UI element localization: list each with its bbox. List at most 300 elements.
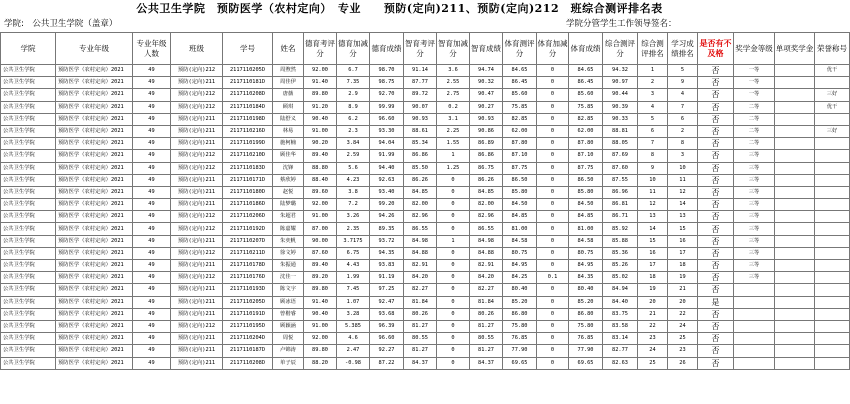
table-cell: 49	[133, 150, 171, 162]
table-cell: 89.40	[304, 150, 337, 162]
table-cell	[775, 101, 815, 113]
table-cell: 0	[437, 223, 470, 235]
table-cell: 一等	[734, 89, 775, 101]
table-cell: 公共卫生学院	[1, 199, 56, 211]
table-cell: 87.80	[569, 138, 603, 150]
table-cell: 2.35	[337, 223, 370, 235]
table-cell: 80.55	[470, 333, 503, 345]
table-cell: 17	[638, 260, 668, 272]
table-cell	[815, 223, 850, 235]
table-cell: 否	[698, 345, 734, 357]
column-header: 体育成绩	[569, 33, 603, 65]
table-cell: 21	[668, 284, 698, 296]
table-cell: 预防医学（农村定向）2021	[56, 138, 133, 150]
table-cell: 0	[537, 199, 569, 211]
table-cell: 蔡欣婷	[273, 174, 304, 186]
table-cell: 0	[537, 320, 569, 332]
table-cell: 3.7175	[337, 235, 370, 247]
table-cell: 90.27	[470, 101, 503, 113]
table-cell: 二等	[734, 125, 775, 137]
table-cell: 49	[133, 320, 171, 332]
table-cell: 19	[638, 284, 668, 296]
table-cell: 91.14	[404, 65, 437, 77]
table-cell: 顾颖涵	[273, 320, 304, 332]
table-cell: 76.85	[569, 333, 603, 345]
table-cell	[775, 308, 815, 320]
table-cell: 88.80	[304, 162, 337, 174]
table-cell: 0	[537, 125, 569, 137]
table-cell: 朱振通	[273, 260, 304, 272]
table-cell: 83.58	[603, 320, 638, 332]
table-cell: 90.44	[603, 89, 638, 101]
table-cell: 否	[698, 186, 734, 198]
table-cell: 6.75	[337, 247, 370, 259]
table-cell: 87.69	[603, 150, 638, 162]
table-row	[1, 272, 850, 284]
column-header: 智育考评分	[404, 33, 437, 65]
table-cell: 82.63	[603, 357, 638, 369]
table-cell: 90.97	[603, 77, 638, 89]
table-cell: 预防医学（农村定向）2021	[56, 235, 133, 247]
table-cell: 82.85	[569, 113, 603, 125]
table-cell: 49	[133, 101, 171, 113]
table-cell: 公共卫生学院	[1, 284, 56, 296]
table-cell: 预防医学（农村定向）2021	[56, 125, 133, 137]
table-cell: 85.60	[569, 89, 603, 101]
table-cell: 49	[133, 333, 171, 345]
table-cell: 85.80	[569, 186, 603, 198]
table-row	[1, 138, 850, 150]
table-cell: 预防医学（农村定向）2021	[56, 65, 133, 77]
table-cell: 预防医学（农村定向）2021	[56, 284, 133, 296]
column-header: 班级	[171, 33, 223, 65]
table-cell: 94.04	[370, 138, 404, 150]
table-cell: 公共卫生学院	[1, 260, 56, 272]
table-cell: 预防医学（农村定向）2021	[56, 345, 133, 357]
table-cell: 90.47	[470, 89, 503, 101]
table-cell: 4.43	[337, 260, 370, 272]
table-cell: 49	[133, 138, 171, 150]
column-header: 体育加减分	[537, 33, 569, 65]
table-cell: 顾琪	[273, 101, 304, 113]
table-cell	[734, 333, 775, 345]
table-cell: 公共卫生学院	[1, 101, 56, 113]
table-cell: 84.95	[569, 260, 603, 272]
table-cell: 否	[698, 320, 734, 332]
table-cell: 6	[668, 113, 698, 125]
table-cell: 顾佳华	[273, 150, 304, 162]
table-cell: 84.50	[569, 199, 603, 211]
table-cell: 0	[437, 333, 470, 345]
table-cell: 2117110171D	[223, 174, 273, 186]
table-cell: 81.84	[470, 296, 503, 308]
table-cell: 81.27	[470, 345, 503, 357]
column-header: 综合测评排名	[638, 33, 668, 65]
table-cell: 93.30	[370, 125, 404, 137]
table-cell: 7	[668, 101, 698, 113]
table-cell: 0	[437, 272, 470, 284]
table-cell: 87.00	[304, 223, 337, 235]
table-cell: 90.40	[304, 113, 337, 125]
table-cell: 49	[133, 113, 171, 125]
table-cell: 89.72	[404, 89, 437, 101]
college-label: 学院: 公共卫生学院（盖章）	[4, 19, 118, 29]
table-cell: 85.80	[503, 186, 537, 198]
table-cell: 3.28	[337, 308, 370, 320]
table-cell: 三等	[734, 199, 775, 211]
table-cell: 18	[638, 272, 668, 284]
table-cell: 公共卫生学院	[1, 138, 56, 150]
table-cell: 85.92	[603, 223, 638, 235]
table-cell: 周煦然	[273, 65, 304, 77]
table-cell: 0	[437, 260, 470, 272]
table-cell: 二等	[734, 113, 775, 125]
report-title: 公共卫生学院 预防医学（农村定向） 专业 预防(定向)211、预防(定向)212 班综合测评排名表	[136, 2, 663, 15]
table-cell: 6.2	[337, 113, 370, 125]
table-cell: 86.86	[404, 150, 437, 162]
table-cell: 预防(定向)211	[171, 235, 223, 247]
table-row	[1, 284, 850, 296]
table-cell: 3	[638, 89, 668, 101]
table-cell: 84.58	[569, 235, 603, 247]
table-cell: 预防医学（农村定向）2021	[56, 357, 133, 369]
table-cell: 69.65	[569, 357, 603, 369]
table-cell: 3.8	[337, 186, 370, 198]
table-cell	[815, 162, 850, 174]
table-cell: 85.50	[404, 162, 437, 174]
table-cell: 7.35	[337, 77, 370, 89]
table-cell: 0	[437, 247, 470, 259]
table-cell: 86.75	[470, 162, 503, 174]
table-cell: 91.19	[370, 272, 404, 284]
table-cell: 13	[638, 211, 668, 223]
table-cell: 2117110180D	[223, 186, 273, 198]
table-cell: 75.80	[569, 320, 603, 332]
table-cell: 13	[668, 211, 698, 223]
table-cell	[775, 77, 815, 89]
table-cell: 92.00	[304, 199, 337, 211]
table-cell: 94.40	[370, 162, 404, 174]
table-cell: 86.45	[569, 77, 603, 89]
table-cell: 预防(定向)211	[171, 296, 223, 308]
table-cell	[775, 284, 815, 296]
signature-label: 学院分管学生工作领导签名：	[566, 19, 677, 29]
table-row	[1, 223, 850, 235]
column-header: 学院	[1, 33, 56, 65]
table-cell: 否	[698, 211, 734, 223]
table-cell: 93.72	[370, 235, 404, 247]
table-cell: 否	[698, 357, 734, 369]
table-cell: 预防(定向)211	[171, 333, 223, 345]
column-header: 综合测评分	[603, 33, 638, 65]
table-cell: 0	[537, 65, 569, 77]
table-cell: 2117110208D	[223, 357, 273, 369]
table-cell: 0	[537, 333, 569, 345]
table-cell: 周悦	[273, 333, 304, 345]
table-cell: 否	[698, 284, 734, 296]
table-cell	[734, 320, 775, 332]
table-cell: 14	[638, 223, 668, 235]
table-cell: 86.81	[603, 199, 638, 211]
table-cell: 否	[698, 308, 734, 320]
table-cell: 86.45	[503, 77, 537, 89]
table-cell: 90.20	[304, 138, 337, 150]
table-cell: 3.6	[437, 65, 470, 77]
table-cell: 84.98	[404, 235, 437, 247]
table-cell: 2117110181D	[223, 77, 273, 89]
ranking-table	[0, 32, 850, 370]
table-cell: 公共卫生学院	[1, 162, 56, 174]
table-cell: 92.00	[304, 65, 337, 77]
table-cell: 预防医学（农村定向）2021	[56, 296, 133, 308]
table-row	[1, 77, 850, 89]
table-cell: 三等	[734, 150, 775, 162]
table-cell: 公共卫生学院	[1, 308, 56, 320]
table-cell: 12	[668, 186, 698, 198]
table-row	[1, 174, 850, 186]
table-cell: 85.20	[569, 296, 603, 308]
table-cell: 预防(定向)211	[171, 260, 223, 272]
table-cell	[775, 186, 815, 198]
table-cell: 三等	[734, 186, 775, 198]
table-cell: 预防(定向)211	[171, 199, 223, 211]
table-cell: 84.58	[503, 235, 537, 247]
table-row	[1, 150, 850, 162]
table-cell: 85.36	[603, 247, 638, 259]
table-cell: 三等	[734, 223, 775, 235]
table-cell: 12	[638, 199, 668, 211]
table-cell	[815, 320, 850, 332]
table-cell: 15	[668, 223, 698, 235]
table-cell: 0.2	[437, 101, 470, 113]
column-header: 学习成绩排名	[668, 33, 698, 65]
table-cell: 公共卫生学院	[1, 333, 56, 345]
table-cell: 2117110205D	[223, 296, 273, 308]
table-cell: 20	[638, 296, 668, 308]
table-cell: 5	[668, 65, 698, 77]
table-cell: 86.80	[503, 308, 537, 320]
table-cell: 2117110176D	[223, 272, 273, 284]
table-cell: 90.07	[404, 101, 437, 113]
table-cell: 公共卫生学院	[1, 357, 56, 369]
table-cell: 7.2	[337, 199, 370, 211]
table-cell: 82.77	[603, 345, 638, 357]
table-cell: 86.55	[470, 223, 503, 235]
table-cell: 90.40	[304, 308, 337, 320]
table-cell: 85.34	[404, 138, 437, 150]
table-cell: 24	[638, 345, 668, 357]
table-cell: 6.7	[337, 65, 370, 77]
table-cell: 1.25	[437, 162, 470, 174]
table-cell: 86.26	[470, 174, 503, 186]
table-cell	[775, 89, 815, 101]
table-cell: 卢锦涛	[273, 345, 304, 357]
table-cell: 85.60	[503, 89, 537, 101]
table-cell: 81.27	[404, 345, 437, 357]
table-cell: 49	[133, 199, 171, 211]
table-cell: 0	[437, 211, 470, 223]
table-cell: 0	[537, 113, 569, 125]
table-cell: 公共卫生学院	[1, 174, 56, 186]
table-cell: 3.84	[337, 138, 370, 150]
table-cell	[734, 357, 775, 369]
table-cell	[734, 284, 775, 296]
table-cell: 否	[698, 223, 734, 235]
table-cell: 5	[638, 113, 668, 125]
table-cell: 三等	[734, 247, 775, 259]
table-cell: 5.6	[337, 162, 370, 174]
table-cell: 公共卫生学院	[1, 65, 56, 77]
table-cell: 预防(定向)211	[171, 345, 223, 357]
table-row	[1, 113, 850, 125]
table-cell: 施柯楠	[273, 138, 304, 150]
table-cell: 预防(定向)211	[171, 357, 223, 369]
table-cell: 曾楷睿	[273, 308, 304, 320]
table-cell: 11	[668, 174, 698, 186]
table-cell: 0	[437, 296, 470, 308]
table-cell	[734, 296, 775, 308]
table-cell: 公共卫生学院	[1, 186, 56, 198]
table-cell	[775, 320, 815, 332]
table-cell: 2117110211D	[223, 247, 273, 259]
table-cell: 82.00	[470, 199, 503, 211]
table-cell: 87.10	[503, 150, 537, 162]
table-cell: 84.20	[404, 272, 437, 284]
table-cell	[775, 138, 815, 150]
table-cell: 87.75	[569, 162, 603, 174]
table-cell: 2117110193D	[223, 284, 273, 296]
table-cell	[775, 223, 815, 235]
table-cell: 90.32	[470, 77, 503, 89]
table-cell: 9	[638, 162, 668, 174]
table-cell: 0.1	[537, 272, 569, 284]
table-cell: 99.99	[370, 101, 404, 113]
table-row	[1, 333, 850, 345]
table-cell: 0	[437, 186, 470, 198]
table-cell: 预防(定向)211	[171, 308, 223, 320]
table-cell: 赵悦	[273, 186, 304, 198]
table-cell: 49	[133, 247, 171, 259]
table-cell: 优干	[815, 65, 850, 77]
table-cell: 84.37	[404, 357, 437, 369]
table-cell: 80.40	[569, 284, 603, 296]
table-cell: 81.27	[470, 320, 503, 332]
table-cell: 62.00	[503, 125, 537, 137]
table-cell: 0	[437, 345, 470, 357]
table-cell: 90.86	[470, 125, 503, 137]
table-cell: 10	[668, 162, 698, 174]
table-cell: 91.00	[304, 125, 337, 137]
table-cell: 公共卫生学院	[1, 211, 56, 223]
table-cell: 84.98	[470, 235, 503, 247]
table-cell: 49	[133, 223, 171, 235]
table-cell: 92.00	[304, 333, 337, 345]
table-cell: 49	[133, 284, 171, 296]
table-row	[1, 125, 850, 137]
table-cell: 0	[537, 174, 569, 186]
column-header: 是否有不及格	[698, 33, 734, 65]
table-cell: 86.26	[404, 174, 437, 186]
table-cell: 49	[133, 125, 171, 137]
table-cell: 82.91	[470, 260, 503, 272]
table-cell: 2.75	[437, 89, 470, 101]
table-cell: 86.89	[470, 138, 503, 150]
table-cell: 0	[437, 308, 470, 320]
table-cell	[815, 77, 850, 89]
table-cell: 86.50	[503, 174, 537, 186]
table-cell: 49	[133, 357, 171, 369]
table-cell: 2117110192D	[223, 223, 273, 235]
table-cell: 85.20	[503, 296, 537, 308]
table-cell: 82.91	[404, 260, 437, 272]
table-cell: 20	[668, 296, 698, 308]
table-cell: 公共卫生学院	[1, 320, 56, 332]
table-cell: 15	[638, 235, 668, 247]
table-cell: 10	[638, 174, 668, 186]
column-header: 姓名	[273, 33, 304, 65]
table-cell: 80.55	[404, 333, 437, 345]
table-cell	[775, 199, 815, 211]
table-cell: 2.25	[437, 125, 470, 137]
table-cell: 公共卫生学院	[1, 296, 56, 308]
table-cell: 预防(定向)212	[171, 272, 223, 284]
table-row	[1, 162, 850, 174]
table-cell: 三好	[815, 125, 850, 137]
table-cell: 84.85	[569, 211, 603, 223]
table-cell: 99.20	[370, 199, 404, 211]
column-header: 荣誉称号	[815, 33, 850, 65]
table-cell: 2117110199D	[223, 138, 273, 150]
table-cell: 89.80	[304, 284, 337, 296]
table-cell: 8.9	[337, 101, 370, 113]
table-cell: 93.83	[370, 260, 404, 272]
table-cell: 87.60	[603, 162, 638, 174]
table-cell: 18	[668, 260, 698, 272]
table-cell: 公共卫生学院	[1, 345, 56, 357]
table-cell: 优干	[815, 101, 850, 113]
table-cell: 80.26	[470, 308, 503, 320]
table-cell	[775, 113, 815, 125]
table-cell: 2117110206D	[223, 211, 273, 223]
table-cell: 24	[668, 320, 698, 332]
table-cell: 89.40	[304, 260, 337, 272]
table-cell: 89.35	[370, 223, 404, 235]
table-cell: 否	[698, 101, 734, 113]
table-cell: 1	[437, 235, 470, 247]
table-cell	[815, 345, 850, 357]
table-cell: 预防医学（农村定向）2021	[56, 272, 133, 284]
table-row	[1, 199, 850, 211]
table-cell: 否	[698, 199, 734, 211]
table-row	[1, 101, 850, 113]
table-cell: 90.33	[603, 113, 638, 125]
table-cell: 预防(定向)211	[171, 113, 223, 125]
table-cell	[815, 211, 850, 223]
table-cell: 1.99	[337, 272, 370, 284]
table-cell: 2117110187D	[223, 345, 273, 357]
table-cell: 81.00	[503, 223, 537, 235]
table-cell: 86.50	[569, 174, 603, 186]
table-cell	[815, 138, 850, 150]
table-cell: 2.47	[337, 345, 370, 357]
table-cell: 80.75	[569, 247, 603, 259]
table-cell	[775, 260, 815, 272]
table-cell: 预防医学（农村定向）2021	[56, 247, 133, 259]
table-cell: 三等	[734, 174, 775, 186]
table-cell: 62.00	[569, 125, 603, 137]
table-header-row	[1, 33, 850, 65]
table-cell: 预防医学（农村定向）2021	[56, 174, 133, 186]
